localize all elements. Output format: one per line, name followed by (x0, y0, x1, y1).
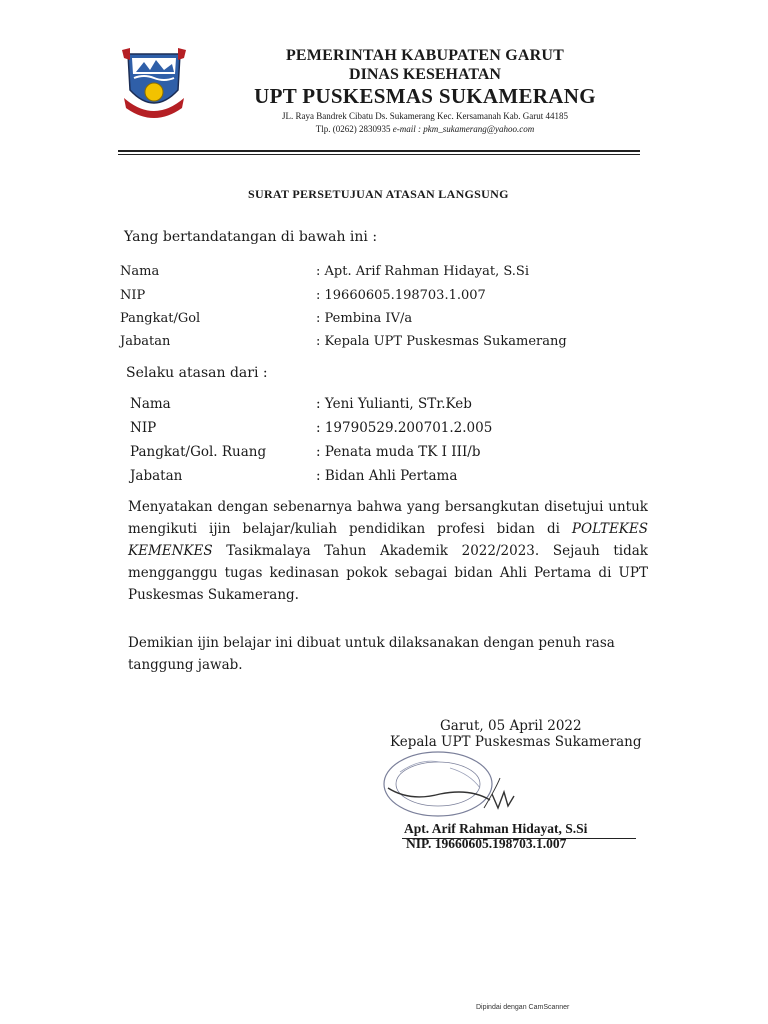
employee-label: Pangkat/Gol. Ruang (130, 444, 267, 460)
official-stamp-and-signature (380, 748, 520, 828)
statement-text-a: Menyatakan dengan sebenarnya bahwa yang bersangkutan disetujui untuk mengikuti ijin belajar/kuliah pendidikan profesi bidan di (128, 499, 648, 537)
garut-regency-logo (122, 46, 186, 118)
intro-text: Yang bertandatangan di bawah ini : (124, 229, 378, 245)
employee-value: : Bidan Ahli Pertama (316, 468, 458, 484)
office-email: pkm_sukamerang@yahoo.com (423, 124, 535, 134)
signer-nip: NIP. 19660605.198703.1.007 (406, 836, 567, 851)
letterhead (200, 46, 650, 136)
signer-label: Nama (120, 264, 160, 279)
closing-paragraph: Demikian ijin belajar ini dibuat untuk dilaksanakan dengan penuh rasa tanggung jawab. (128, 635, 615, 673)
signer-label: NIP (120, 288, 146, 303)
signer-label: Pangkat/Gol (120, 311, 201, 326)
employee-label: Nama (130, 396, 171, 412)
department-name: DINAS KESEHATAN (349, 66, 501, 83)
place-date: Garut, 05 April 2022 (440, 718, 582, 734)
government-name: PEMERINTAH KABUPATEN GARUT (285, 47, 565, 64)
institution-name: POLTEKES KEMENKES (128, 521, 648, 559)
office-address: JL. Raya Bandrek Cibatu Ds. Sukamerang Kec. Kersamanah Kab. Garut 44185 (282, 111, 568, 121)
employee-label: Jabatan (130, 468, 183, 484)
employee-value: : Yeni Yulianti, STr.Keb (316, 396, 472, 412)
email-label: e-mail : (392, 124, 421, 134)
signer-label: Jabatan (120, 334, 171, 349)
employee-value: : 19790529.200701.2.005 (316, 420, 493, 436)
superior-intro-text: Selaku atasan dari : (126, 365, 268, 381)
employee-label: NIP (130, 420, 157, 436)
signer-value: : Kepala UPT Puskesmas Sukamerang (316, 334, 567, 349)
office-contact (200, 123, 650, 136)
employee-value: : Penata muda TK I III/b (316, 444, 481, 460)
signer-name: Apt. Arif Rahman Hidayat, S.Si (404, 821, 588, 836)
letter-title: SURAT PERSETUJUAN ATASAN LANGSUNG (248, 187, 509, 201)
office-name: UPT PUSKESMAS SUKAMERANG (254, 84, 596, 108)
signer-value: : Apt. Arif Rahman Hidayat, S.Si (316, 264, 529, 279)
statement-paragraph (128, 496, 648, 606)
letterhead-divider-thin (118, 154, 640, 155)
statement-text-b: Tasikmalaya Tahun Akademik 2022/2023. Sejauh tidak mengganggu tugas kedinasan pokok sebagai bidan Ahli Pertama di UPT Puskesmas Sukamerang. (128, 543, 648, 603)
signer-position: Kepala UPT Puskesmas Sukamerang (390, 734, 642, 750)
office-phone: Tlp. (0262) 2830935 (315, 124, 391, 134)
letterhead-divider (118, 150, 640, 152)
signer-value: : Pembina IV/a (316, 311, 413, 326)
scanner-watermark: Dipindai dengan CamScanner (476, 1004, 570, 1011)
signer-value: : 19660605.198703.1.007 (316, 288, 486, 303)
